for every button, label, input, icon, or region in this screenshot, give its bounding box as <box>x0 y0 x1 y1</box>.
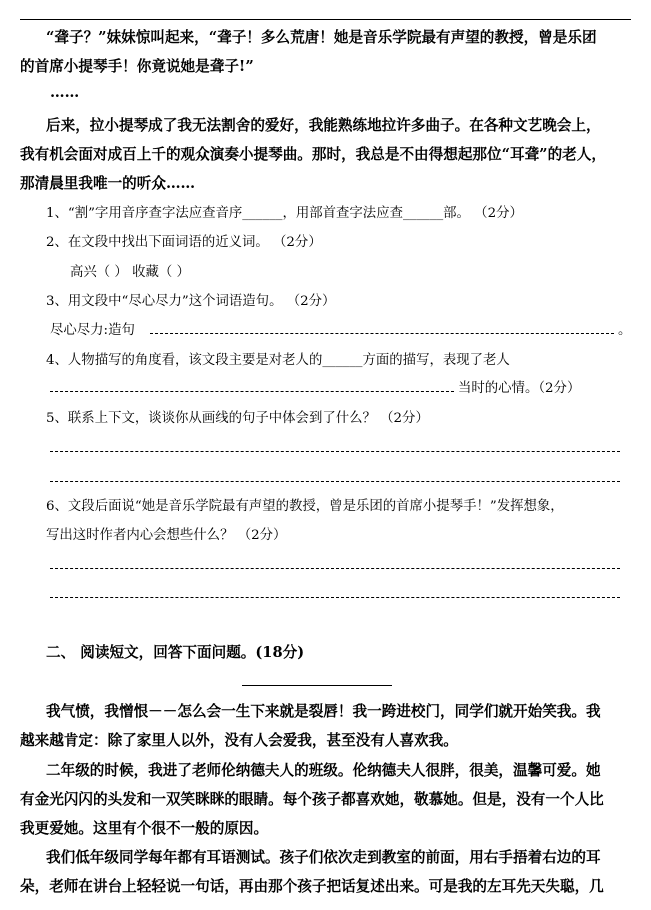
question-3: 3、用文段中“尽心尽力”这个词语造句。 （2分） <box>46 294 336 309</box>
question-4-answer-line[interactable] <box>50 391 454 392</box>
section2-p3-line1: 我们低年级同学每年都有耳语测试。孩子们依次走到教室的前面，用右手捂着右边的耳 <box>46 849 601 866</box>
question-6-line1: 6、文段后面说“她是音乐学院最有声望的教授，曾是乐团的首席小提琴手！”发挥想象， <box>46 499 564 514</box>
question-2-items: 高兴（ ） 收藏（ ） <box>70 265 190 280</box>
section2-p2-line3: 我更爱她。这里有个很不一般的原因。 <box>20 820 269 837</box>
top-rule <box>20 19 631 20</box>
question-4-part2: 当时的心情。（2分） <box>458 381 581 396</box>
question-6-line2: 写出这时作者内心会想些什么？ （2分） <box>46 528 287 543</box>
question-5-answer-line-2[interactable] <box>50 481 620 482</box>
question-2: 2、在文段中找出下面词语的近义词。 （2分） <box>46 235 322 250</box>
passage1-line1: “聋子？”妹妹惊叫起来，“聋子！多么荒唐！她是音乐学院最有声望的教授，曾是乐团 <box>46 29 597 46</box>
section2-p1-line2: 越来越肯定：除了家里人以外，没有人会爱我，甚至没有人喜欢我。 <box>20 732 458 749</box>
question-3-fullstop: 。 <box>618 323 632 338</box>
section2-p1-line1: 我气愤，我憎恨－－怎么会一生下来就是裂唇！我一跨进校门，同学们就开始笑我。我 <box>46 703 601 720</box>
question-1: 1、“割”字用音序查字法应查音序______，用部首查字法应查______部。 （2分） <box>46 206 523 221</box>
question-3-answer-line[interactable] <box>150 333 614 334</box>
question-6-answer-line-2[interactable] <box>50 597 620 598</box>
section2-heading: 二、 阅读短文，回答下面问题。(18分) <box>46 644 305 661</box>
passage1-line3: 后来，拉小提琴成了我无法割舍的爱好，我能熟练地拉许多曲子。在各种文艺晚会上， <box>46 117 601 134</box>
question-5: 5、联系上下文，谈谈你从画线的句子中体会到了什么？ （2分） <box>46 411 429 426</box>
question-6-answer-line-1[interactable] <box>50 568 620 569</box>
section2-p3-line2: 朵，老师在讲台上轻轻说一句话，再由那个孩子把话复述出来。可是我的左耳先天失聪，几 <box>20 878 604 895</box>
passage1-ellipsis: …… <box>50 84 80 101</box>
section2-p2-line1: 二年级的时候，我进了老师伦纳德夫人的班级。伦纳德夫人很胖，很美，温馨可爱。她 <box>46 762 601 779</box>
passage1-line5: 那清晨里我唯一的听众…… <box>20 175 196 192</box>
passage1-line4: 我有机会面对成百上千的观众演奏小提琴曲。那时，我总是不由得想起那位“耳聋”的老人， <box>20 146 606 163</box>
section2-p2-line2: 有金光闪闪的头发和一双笑眯眯的眼睛。每个孩子都喜欢她，敬慕她。但是，没有一个人比 <box>20 791 604 808</box>
section2-title-blank[interactable] <box>242 685 392 686</box>
question-5-answer-line-1[interactable] <box>50 451 620 452</box>
question-4-part1: 4、人物描写的角度看，该文段主要是对老人的______方面的描写，表现了老人 <box>46 353 510 368</box>
question-3-answer-label: 尽心尽力:造句 <box>50 323 135 338</box>
passage1-line2: 的首席小提琴手！你竟说她是聋子!” <box>20 58 254 75</box>
